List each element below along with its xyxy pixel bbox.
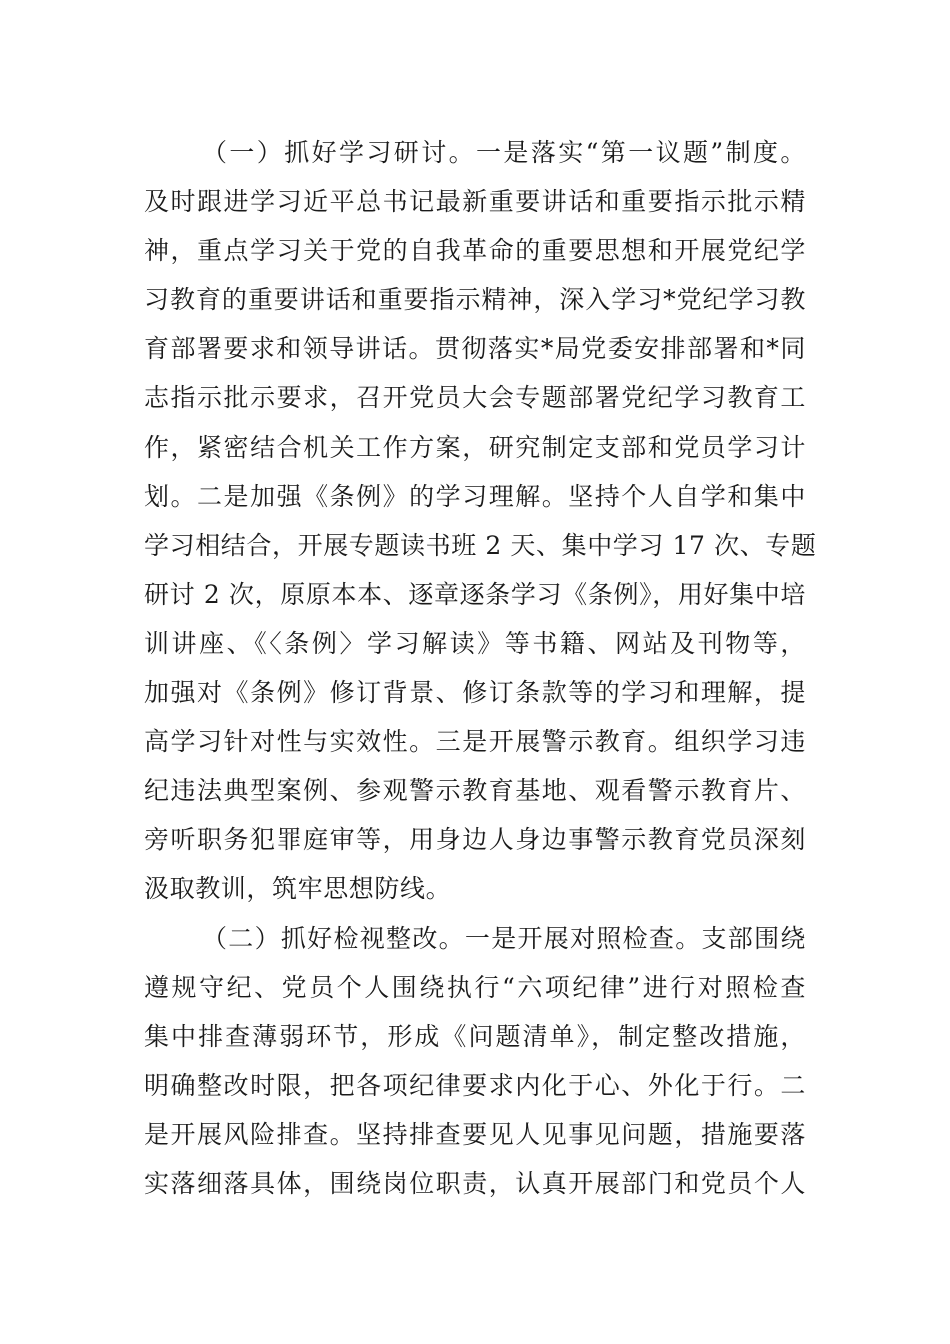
paragraph-line: 纪违法典型案例、参观警示教育基地、观看警示教育片、 [144, 776, 806, 806]
paragraph-1 [144, 128, 817, 914]
paragraph-line: （一）抓好学习研讨。一是落实“第一议题”制度。 [202, 138, 806, 167]
paragraph-line: 训讲座、《〈条例〉学习解读》等书籍、网站及刊物等， [144, 628, 806, 658]
paragraph-line: 旁听职务犯罪庭审等，用身边人身边事警示教育党员深刻 [144, 825, 806, 855]
paragraph-line: （二）抓好检视整改。一是开展对照检查。支部围绕 [202, 923, 806, 953]
paragraph-line: 加强对《条例》修订背景、修订条款等的学习和理解，提 [144, 678, 806, 708]
paragraph-line: 学习相结合，开展专题读书班 2 天、集中学习 17 次、专题 [144, 530, 817, 560]
paragraph-2 [144, 914, 806, 1209]
paragraph-line: 神，重点学习关于党的自我革命的重要思想和开展党纪学 [144, 236, 806, 266]
paragraph-line: 作，紧密结合机关工作方案，研究制定支部和党员学习计 [144, 432, 806, 462]
paragraph-line: 志指示批示要求，召开党员大会专题部署党纪学习教育工 [144, 383, 806, 413]
paragraph-line: 明确整改时限，把各项纪律要求内化于心、外化于行。二 [144, 1070, 806, 1100]
paragraph-line: 是开展风险排查。坚持排查要见人见事见问题，措施要落 [144, 1119, 806, 1149]
paragraph-line: 高学习针对性与实效性。三是开展警示教育。组织学习违 [144, 727, 806, 757]
paragraph-line: 育部署要求和领导讲话。贯彻落实*局党委安排部署和*同 [144, 334, 806, 364]
paragraph-line: 划。二是加强《条例》的学习理解。坚持个人自学和集中 [144, 481, 806, 511]
paragraph-line: 遵规守纪、党员个人围绕执行“六项纪律”进行对照检查 [144, 972, 806, 1002]
paragraph-line: 研讨 2 次，原原本本、逐章逐条学习《条例》，用好集中培 [144, 579, 806, 609]
paragraph-line: 习教育的重要讲话和重要指示精神，深入学习*党纪学习教 [144, 285, 806, 315]
paragraph-line: 汲取教训，筑牢思想防线。 [144, 874, 452, 904]
paragraph-line: 集中排查薄弱环节，形成《问题清单》，制定整改措施， [144, 1021, 806, 1051]
paragraph-line: 实落细落具体，围绕岗位职责，认真开展部门和党员个人 [144, 1168, 806, 1198]
paragraph-line: 及时跟进学习近平总书记最新重要讲话和重要指示批示精 [144, 187, 806, 217]
document-body [144, 128, 817, 1208]
